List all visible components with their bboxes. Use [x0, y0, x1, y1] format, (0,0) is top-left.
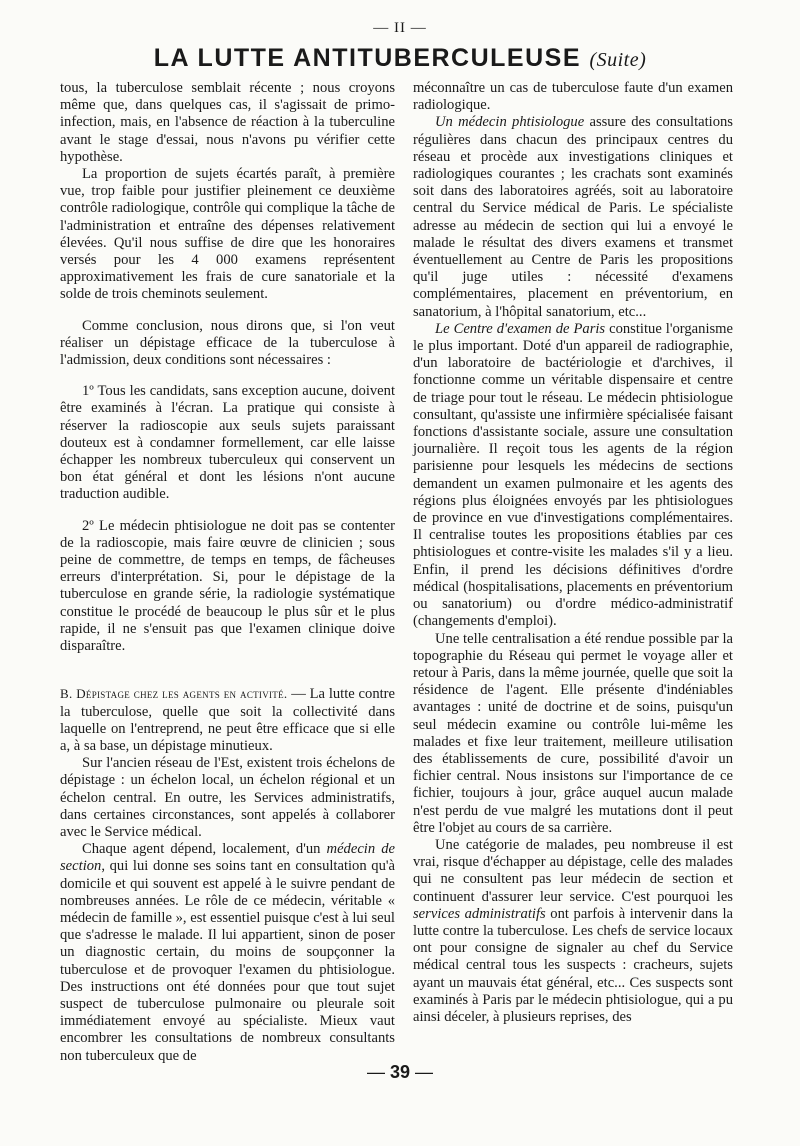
paragraph: 2º Le médecin phtisiologue ne doit pas se contenter de la radioscopie, mais faire œuvre de clinicien ; sous peine de commettre, de temps en temps, de fâcheuses erreurs d'interprétation. Si, pour le dépistage de la tuberculose en grande série, la radiologie systématique constitue le procédé de beaucoup le plus sûr et le plus rapide, il ne s'ensuit pas que l'examen clinique doive disparaître.	[60, 517, 395, 655]
paragraph: Comme conclusion, nous dirons que, si l'on veut réaliser un dépistage efficace de la tuberculose à l'admission, deux conditions sont nécessaires :	[60, 317, 395, 369]
paragraph: 1º Tous les candidats, sans exception aucune, doivent être examinés à l'écran. La pratique qui consiste à réserver la radioscopie aux seuls sujets paraissant douteux est à condamner formellement, car elle laisse échapper les nombreux tuberculeux qui conservent un bon état général et dont les lésions n'ont aucune traduction audible.	[60, 383, 395, 503]
section-paragraph	[60, 685, 395, 755]
paragraph: La proportion de sujets écartés paraît, à première vue, trop faible pour justifier pleinement ce deuxième contrôle radiologique, contrôle qui complique la tâche de l'administration et entraîne des dépenses relativement élevées. Qu'il nous suffise de dire que les honoraires versés pour les 4 000 examens représentent approximativement les frais de cure sanatoriale et la solde de trois cheminots seulement.	[60, 166, 395, 303]
page-number: 39	[389, 1062, 411, 1082]
roman-page-number: — II —	[373, 20, 427, 36]
paragraph	[413, 321, 733, 631]
italic-term: Le Centre d'examen de Paris	[435, 320, 606, 337]
italic-term: médecin de section	[60, 841, 395, 875]
title-text: LA LUTTE ANTITUBERCULEUSE	[153, 44, 582, 72]
section-text: — La lutte contre la tuberculose, quelle que soit la collectivité dans laquelle on l'entreprend, ne peut être efficace que si elle a, à sa base, un dépistage minutieux.	[60, 686, 396, 754]
text-run: Une catégorie de malades, peu nombreuse il est vrai, risque d'échapper au dépistage, celle des malades qui ne consultent pas leur médecin de section et continuent d'assurer leur service. C'est pourquoi les	[413, 836, 733, 905]
right-column	[413, 80, 733, 1026]
paragraph: Sur l'ancien réseau de l'Est, existent trois échelons de dépistage : un échelon local, un échelon régional et un échelon central. En outre, les Services administratifs, dans certaines circonstances, sont appelés à collaborer avec le Service médical.	[60, 755, 395, 840]
text-run: ont parfois à intervenir dans la lutte contre la tuberculose. Les chefs de service locaux ont pour consigne de signaler au chef du Service médical central tous les suspects : cracheurs, sujets ayant un mauvais état général, etc... Ces suspects sont examinés à Paris par le médecin phtisiologue, qui a pu ainsi déceler, à plusieurs reprises, des	[413, 905, 733, 1025]
text-run: Chaque agent dépend, localement, d'un	[82, 841, 327, 858]
paragraph	[60, 841, 395, 1065]
footer-dash-right: —	[415, 1062, 434, 1082]
footer-dash-left: —	[366, 1062, 385, 1082]
left-column	[60, 80, 395, 1065]
paragraph: Une telle centralisation a été rendue possible par la topographie du Réseau qui permet le voyage aller et retour à Paris, dans la même journée, quelle que soit la résidence de l'agent. Elle présente d'indéniables avantages : unité de doctrine et de soins, puisqu'un seul médecin examine ou contrôle lui-même les malades et fixe leur traitement, meilleure utilisation des établissements de cure, possibilité d'avoir un fichier central. Nous insistons sur l'importance de ce fichier, toujours à jour, grâce auquel aucun malade n'est perdu de vue malgré les mutations dont il peut être l'objet au cours de sa carrière.	[413, 630, 733, 836]
paragraph	[413, 837, 733, 1026]
paragraph: méconnaître un cas de tuberculose faute d'un examen radiologique.	[413, 80, 733, 114]
page-title	[0, 44, 800, 73]
page-footer	[0, 1062, 800, 1083]
text-run: constitue l'organisme le plus important. Doté d'un appareil de radiographie, d'un laboratoire de bactériologie et d'archives, il fonctionne comme un véritable dispensaire et centre de triage pour tout le réseau. Le médecin phtisiologue consultant, qu'assiste une infirmière spécialisée faisant fonctions d'assistante sociale, assure une consultation journalière. Il reçoit tous les agents de la région parisienne pour lesquels les médecins de sections demandent un examen pulmonaire et les agents des régions plus éloignées envoyés par les phtisiologues de province en vue d'investigations complémentaires. Il centralise toutes les propositions établies par ces phtisiologues et contre-visite les malades s'il y a lieu. Enfin, il prend les décisions définitives d'ordre médical (hospitalisations, placements en préventorium ou sanatorium) ou d'ordre médico-administratif (changements d'emploi).	[413, 320, 734, 630]
paragraph: tous, la tuberculose semblait récente ; nous croyons même que, dans quelques cas, il s'agissait de primo-infection, mais, en l'absence de réaction à la tuberculine avant le stage d'essai, nous n'avons pu vérifier cette hypothèse.	[60, 80, 395, 165]
title-suite: (Suite)	[589, 49, 647, 71]
italic-term: services administratifs	[413, 905, 546, 922]
section-heading: B. Dépistage chez les agents en activité.	[60, 686, 288, 702]
text-run: , qui lui donne ses soins tant en consultation qu'à domicile et qui souvent est appelé à le suivre pendant de nombreuses années. Le rôle de ce médecin, véritable « médecin de famille », est essentiel puisque c'est à lui seul que s'adresse le malade. Il lui appartient, sinon de poser un diagnostic certain, du moins de soupçonner la tuberculose et de provoquer l'examen du phtisiologue. Des instructions ont été données pour que tout sujet suspect de tuberculose pulmonaire ou pleurale soit immédiatement envoyé au spécialiste. Mieux vaut encombrer les consultations de nombreux consultants non tuberculeux que de	[60, 858, 395, 1064]
text-run: assure des consultations régulières dans chacun des principaux centres du réseau et procède aux investigations cliniques et radiologiques courantes ; les crachats sont examinés soit dans des laboratoires agréés, soit au laboratoire central du Service médical de Paris. Le spécialiste adresse au médecin de section qui lui a envoyé le malade le résultat des divers examens et transmet éventuellement au Centre de Paris les propositions qu'il juge utiles : nécessité d'examens complémentaires, placement en préventorium, en sanatorium, à l'hôpital sanatorium, etc...	[413, 114, 733, 320]
italic-term: Un médecin phtisiologue	[435, 114, 585, 131]
paragraph	[413, 114, 733, 320]
